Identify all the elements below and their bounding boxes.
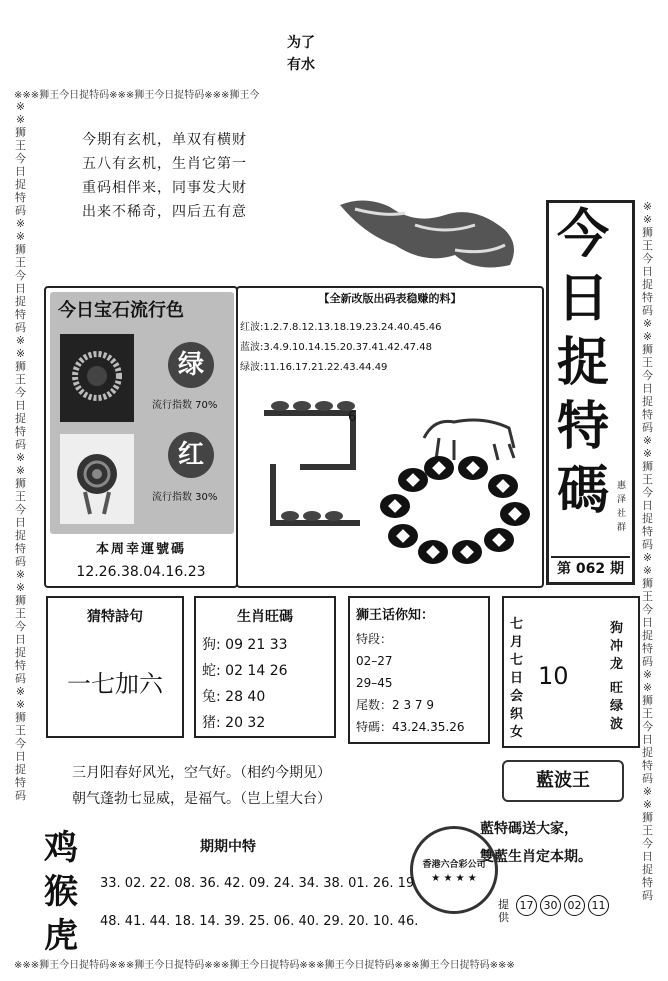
zodiac-row: 兔: 28 40 (202, 689, 266, 705)
masthead-char: 碼 (556, 461, 609, 521)
issue-number: 第 062 期 (551, 556, 630, 580)
green-wave: 绿波:11.16.17.21.22.43.44.49 (240, 362, 388, 373)
header-block (287, 32, 315, 76)
guess-poem-content: 一七加六 (67, 670, 163, 698)
blue-balls (516, 894, 612, 916)
big-zodiac (44, 826, 78, 958)
masthead-subtitle: 惠泽社群 (617, 481, 627, 533)
period-row-2: 48. 41. 44. 18. 14. 39. 25. 06. 40. 29. 20. 10. 46. (100, 914, 419, 929)
gem-swirl-ring-image (60, 434, 134, 524)
guess-poem-box (46, 596, 184, 738)
blue-king-title: 藍波王 (502, 760, 624, 802)
zodiac-row: 蛇: 02 14 26 (202, 663, 288, 679)
big-zodiac-char: 虎 (44, 916, 78, 956)
big-zodiac-char: 猴 (44, 872, 78, 912)
qixi-right-text-2: 旺绿波 (610, 681, 624, 732)
masthead-title (553, 203, 613, 523)
qixi-left-text: 七月七日会织女 (510, 617, 524, 740)
lion-talk-lines (356, 628, 465, 738)
lucky-title: 本周幸運號碼 (95, 542, 186, 557)
waves-list (240, 318, 441, 378)
header-line-1: 为了 (287, 35, 315, 51)
masthead-char: 日 (556, 269, 609, 329)
green-color-badge: 绿 (168, 342, 214, 388)
period-title: 期期中特 (200, 839, 256, 855)
waves-panel (236, 286, 544, 588)
border-left-text: ※※狮王今日捉特码※※狮王今日捉特码※※狮王今日捉特码※※狮王今日捉特码※※狮王今日捉特码※※狮王今日捉特码 (15, 100, 26, 802)
number-ball: 11 (588, 895, 609, 916)
zodiac-title: 生肖旺碼 (237, 609, 293, 625)
provide-label: 提供 (498, 898, 509, 924)
qixi-right-text-1: 狗冲龙 (610, 621, 624, 672)
couplet (72, 760, 331, 812)
red-color-badge: 红 (168, 432, 214, 478)
blue-king-panel (480, 752, 640, 948)
lucky-numbers: 12.26.38.04.16.23 (76, 564, 206, 580)
poem-line: 五八有玄机，生肖它第一 (82, 156, 247, 172)
poem-block (82, 128, 247, 224)
lion-talk-line: 尾数：2 3 7 9 (356, 698, 434, 712)
poem-line: 出来不稀奇，四后五有意 (82, 204, 247, 220)
waves-title: 【全新改版出码表稳赚的料】 (318, 292, 462, 305)
zodiac-box (194, 596, 336, 738)
masthead-panel (546, 200, 635, 585)
puzzle-small-number: 6 (348, 410, 357, 425)
header-line-2: 有水 (287, 57, 315, 73)
lion-talk-line: 特碼：43.24.35.26 (356, 720, 465, 734)
zodiac-row: 狗: 09 21 33 (202, 637, 288, 653)
red-wave: 红波:1.2.7.8.12.13.18.19.23.24.40.45.46 (240, 322, 442, 333)
lion-talk-line: 02–27 (356, 654, 393, 668)
lion-talk-line: 特段： (356, 632, 393, 646)
border-bottom-text: ※※※狮王今日捉特码※※※狮王今日捉特码※※※狮王今日捉特码※※※狮王今日捉特码※※※狮王今日捉特码※※※ (14, 960, 515, 971)
couplet-line-2: 朝气蓬勃七显威，是福气。（岂上望大台） (72, 791, 331, 807)
poem-line: 今期有玄机，单双有横财 (82, 132, 247, 148)
red-index: 流行指数 30% (152, 492, 218, 503)
qixi-center-number: 10 (538, 662, 569, 690)
masthead-char: 今 (556, 205, 609, 265)
big-zodiac-char: 鸡 (44, 828, 78, 868)
blue-king-line-2: 雙藍生肖定本期。 (480, 849, 592, 865)
lion-talk-box (348, 596, 490, 744)
period-row-1: 33. 02. 22. 08. 36. 42. 09. 24. 34. 38. 01. 26. 19 (100, 876, 415, 891)
company-seal-stamp: 香港六合彩公司 ★ ★ ★ ★ (410, 826, 498, 914)
masthead-char: 捉 (556, 333, 609, 393)
zodiac-row: 猪: 20 32 (202, 715, 266, 731)
border-right-text: ※※狮王今日捉特码※※狮王今日捉特码※※狮王今日捉特码※※狮王今日捉特码※※狮王今日捉特码※※狮王今日捉特码 (642, 200, 653, 902)
lion-fur-illustration (335, 195, 535, 275)
digit-puzzle-illustration (250, 392, 380, 542)
number-ball: 30 (540, 895, 561, 916)
gem-panel (44, 286, 238, 588)
masthead-char: 特 (556, 397, 609, 457)
gem-title: 今日宝石流行色 (58, 300, 184, 321)
border-top-text: ※※※狮王今日捉特码※※※狮王今日捉特码※※※狮王今 (14, 90, 260, 101)
poem-line: 重码相伴来，同事发大财 (82, 180, 247, 196)
zodiac-list (202, 632, 288, 736)
stamp-stars: ★ ★ ★ ★ (431, 873, 477, 884)
green-index: 流行指数 70% (152, 400, 218, 411)
qixi-box (502, 596, 640, 748)
blue-wave: 蓝波:3.4.9.10.14.15.20.37.41.42.47.48 (240, 342, 432, 353)
number-ball: 02 (564, 895, 585, 916)
lion-talk-line: 29–45 (356, 676, 393, 690)
guess-poem-title: 猜特詩句 (87, 609, 143, 625)
gem-ring-image (60, 334, 134, 422)
lion-talk-title: 狮王话你知： (356, 608, 435, 623)
blue-king-line-1: 藍特碼送大家， (480, 821, 578, 837)
couplet-line-1: 三月阳春好风光，空气好。（相约今期见） (72, 765, 331, 781)
number-ball: 17 (516, 895, 537, 916)
